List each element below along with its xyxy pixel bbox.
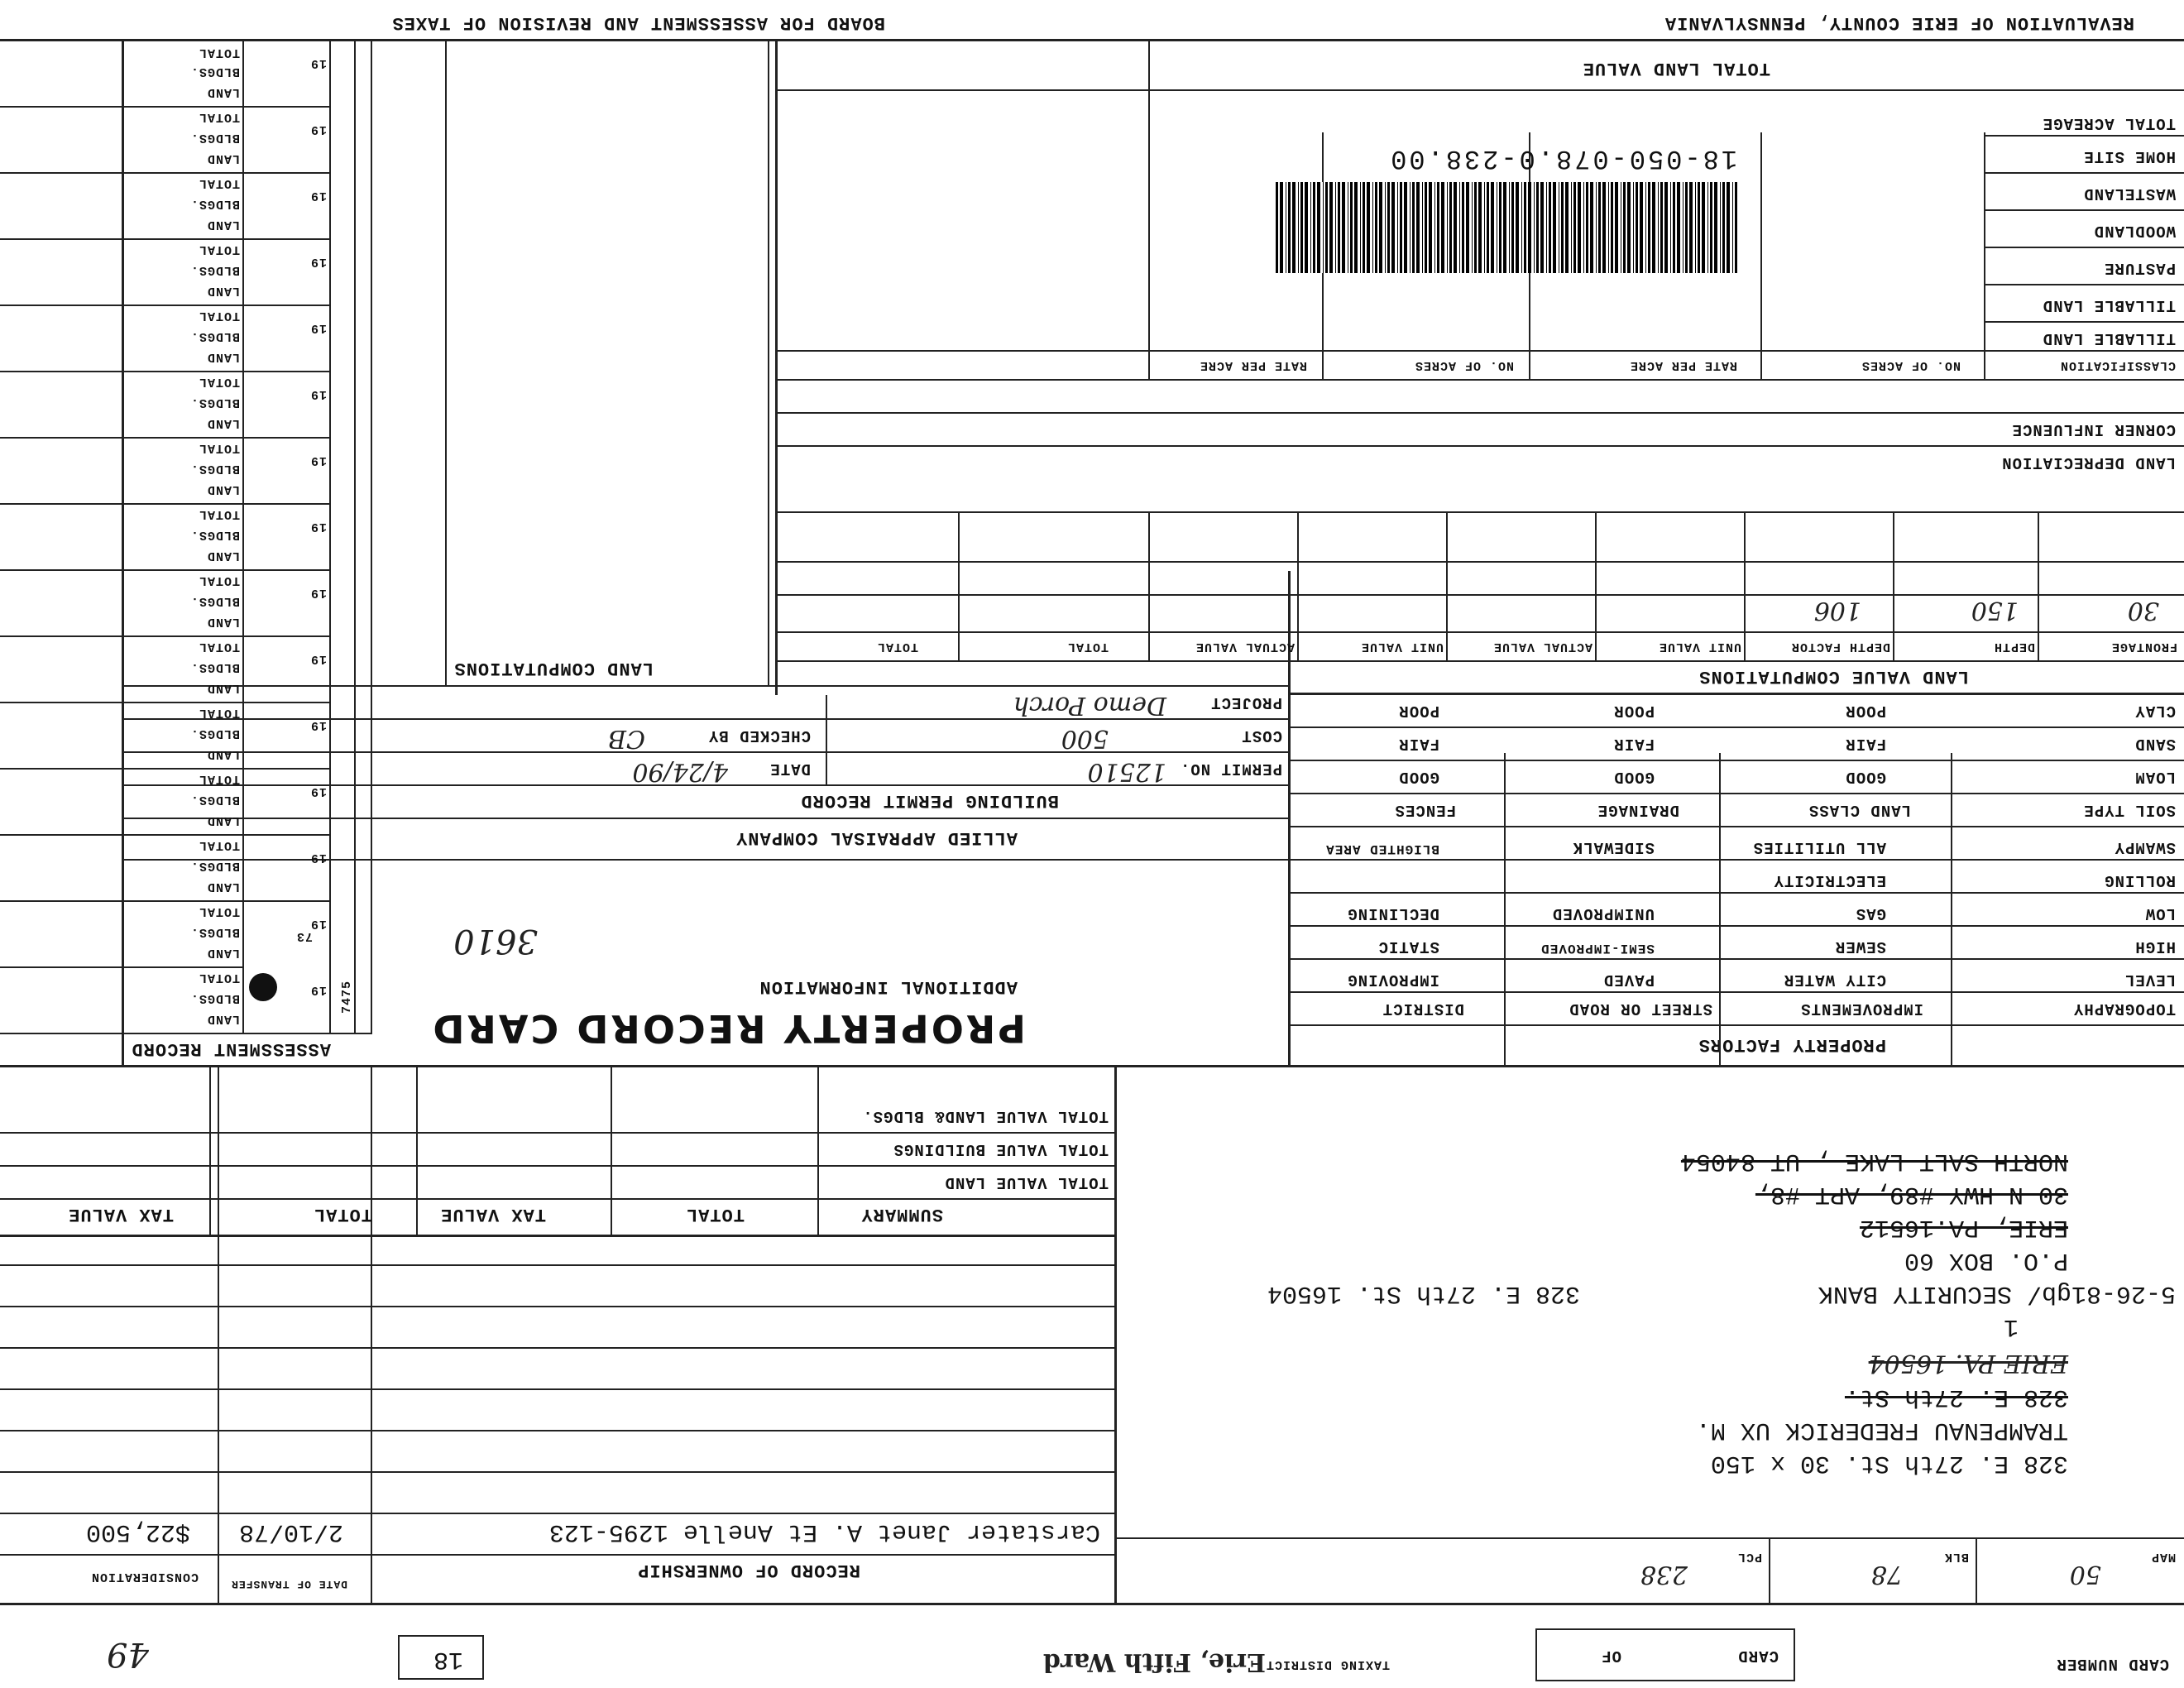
cost-value: 500: [1061, 724, 1109, 753]
rule: [0, 305, 331, 306]
additional-info-label: ADDITIONAL INFORMATION: [759, 976, 1018, 997]
owner-line: 328 E. 27th St.: [1844, 1383, 2068, 1411]
permit-date-label: DATE: [769, 760, 811, 778]
lv-header: ACTUAL VALUE: [1492, 640, 1592, 654]
rule: [0, 966, 244, 968]
rule: [1291, 793, 2184, 794]
transfer-date: 2/10/78: [238, 1518, 343, 1546]
factor-item: ALL UTILITIES: [1752, 838, 1886, 856]
rule: [1985, 284, 2184, 285]
divider: [1297, 513, 1299, 662]
assess-label: TOTAL: [198, 838, 240, 852]
rule: [1291, 892, 2184, 894]
rule: [0, 1306, 1117, 1307]
rule: [1985, 172, 2184, 174]
lv-row-label: CORNER INFLUENCE: [2011, 420, 2176, 439]
drainage-label: DRAINAGE: [1597, 801, 1679, 819]
rule: [0, 1603, 2184, 1605]
assess-label: BLDGS.: [189, 329, 240, 343]
owner-line: 328 E. 27th St. 30 x 150: [1710, 1449, 2068, 1477]
frontage-value: 30: [2127, 596, 2159, 625]
class-header: NO. OF ACRES: [1861, 358, 1961, 372]
owner-line: 5-26-81gb/ SECURITY BANK: [1818, 1279, 2176, 1307]
rule: [778, 631, 2184, 633]
summary-row: TOTAL VALUE LAND: [944, 1173, 1109, 1192]
divider: [209, 1067, 211, 1237]
company-label: ALLIED APPRAISAL COMPANY: [735, 827, 1018, 848]
rule: [1117, 1537, 2184, 1539]
rule: [1291, 991, 2184, 993]
factor-item: ROLLING: [2104, 871, 2176, 890]
rule: [778, 511, 2184, 513]
factor-item: LOW: [2144, 904, 2176, 923]
assess-label: LAND: [206, 615, 240, 629]
class-row: TOTAL ACREAGE: [2042, 114, 2176, 132]
assess-label: TOTAL: [198, 375, 240, 389]
assess-year: 19: [309, 851, 327, 865]
assess-label: BLDGS.: [189, 528, 240, 542]
assess-label: LAND: [206, 880, 240, 894]
permit-date-value: 4/24/90: [632, 757, 728, 786]
permit-title: BUILDING PERMIT RECORD: [800, 790, 1059, 811]
rule: [0, 1198, 1117, 1200]
rule: [0, 1264, 1117, 1266]
factor-item: POOR: [1398, 702, 1439, 720]
card-number-label: CARD NUMBER: [2056, 1655, 2169, 1673]
factor-item: ELECTRICITY: [1773, 871, 1886, 890]
assess-label: LAND: [206, 416, 240, 430]
assess-year: 19: [309, 122, 327, 137]
assess-label: LAND: [206, 813, 240, 827]
assess-label: BLDGS.: [189, 65, 240, 79]
factor-item: SWAMPY: [2114, 838, 2176, 856]
class-row: WOODLAND: [2093, 222, 2176, 240]
rule: [0, 635, 331, 637]
factor-item: POOR: [1845, 702, 1886, 720]
barcode-text: 18-050-078.0-238.00: [1388, 143, 1737, 174]
divider: [1951, 753, 1952, 1067]
lv-header: UNIT VALUE: [1658, 640, 1741, 654]
assess-year: 19: [309, 983, 327, 997]
assess-year: 19: [309, 189, 327, 203]
district-label: DISTRICT: [1382, 1000, 1464, 1018]
divider: [1984, 132, 1985, 381]
improvements-label: IMPROVEMENTS: [1800, 1000, 1923, 1018]
factor-item: POOR: [1613, 702, 1655, 720]
assess-label: LAND: [206, 350, 240, 364]
divider: [826, 695, 827, 786]
class-header: CLASSIFICATION: [2059, 358, 2176, 372]
summary-tax-label-2: TAX VALUE: [68, 1204, 174, 1225]
district-code: 18: [433, 1645, 463, 1673]
assess-year: 19: [309, 56, 327, 70]
rule: [1985, 247, 2184, 248]
divider: [242, 41, 244, 1034]
total-land-value-label: TOTAL LAND VALUE: [1582, 58, 1770, 79]
owner-line: TRAMPENAU FREDERICK UX M.: [1695, 1416, 2068, 1444]
rule: [0, 503, 331, 505]
rule: [1291, 859, 2184, 861]
rule: [0, 900, 331, 902]
factor-item: GOOD: [1398, 768, 1439, 786]
factor-item: UNIMPROVED: [1551, 904, 1655, 923]
assess-label: BLDGS.: [189, 991, 240, 1005]
assess-year: 19: [309, 387, 327, 401]
punch-hole: [249, 973, 277, 1001]
rule: [0, 1065, 2184, 1067]
owner-line: NORTH SALT LAKE , UT 84054: [1680, 1147, 2068, 1175]
rule: [778, 412, 2184, 414]
assess-year: 19: [309, 321, 327, 335]
assess-label: BLDGS.: [189, 197, 240, 211]
lv-header: ACTUAL VALUE: [1195, 640, 1295, 654]
rule: [124, 751, 1291, 753]
project-value: Demo Porch: [1013, 691, 1166, 720]
rule: [0, 1235, 1117, 1237]
divider: [817, 1067, 819, 1237]
depth-factor-value: 106: [1813, 596, 1861, 625]
assess-label: LAND: [206, 549, 240, 563]
summary-title: SUMMARY: [860, 1204, 943, 1225]
assess-label: TOTAL: [198, 110, 240, 124]
rule: [0, 768, 331, 770]
pcl-label: PCL: [1736, 1550, 1762, 1564]
assess-year: 19: [309, 586, 327, 600]
cost-label: COST: [1241, 727, 1282, 745]
rule: [1291, 826, 2184, 827]
assessment-first-value: 7475: [340, 980, 354, 1014]
rule: [0, 39, 2184, 41]
rule: [778, 561, 2184, 563]
street-label: STREET OR ROAD: [1569, 1000, 1712, 1018]
assess-label: LAND: [206, 218, 240, 232]
summary-total-label: TOTAL: [685, 1204, 745, 1225]
lv-header: UNIT VALUE: [1360, 640, 1444, 654]
fences-label: FENCES: [1394, 801, 1456, 819]
divider: [1595, 513, 1597, 662]
owner-line: 1: [2003, 1312, 2019, 1340]
owner-address-right: 328 E. 27th St. 16504: [1267, 1279, 1580, 1307]
rule: [0, 437, 331, 439]
rule: [0, 1430, 1117, 1431]
rule: [0, 834, 331, 836]
factor-item: SAND: [2134, 735, 2176, 753]
factor-item: STATIC: [1377, 938, 1439, 956]
factor-item: IMPROVING: [1347, 971, 1439, 989]
rule: [1985, 209, 2184, 211]
divider: [1148, 41, 1150, 381]
divider: [958, 513, 960, 662]
class-header: NO. OF ACRES: [1414, 358, 1514, 372]
assess-label: LAND: [206, 151, 240, 165]
factor-item: FAIR: [1845, 735, 1886, 753]
assess-label: TOTAL: [198, 242, 240, 257]
rule: [0, 569, 331, 571]
factor-item: SIDEWALK: [1572, 838, 1655, 856]
assess-year: 19: [309, 718, 327, 732]
assess-year: 19: [309, 917, 327, 931]
class-row: TILLABLE LAND: [2042, 329, 2176, 348]
rule: [0, 106, 331, 108]
assess-year: 19: [309, 255, 327, 269]
assess-label: BLDGS.: [189, 925, 240, 939]
blk-value: 78: [1870, 1560, 1903, 1589]
divider: [416, 1067, 418, 1237]
assess-label: LAND: [206, 482, 240, 496]
land-class-label: LAND CLASS: [1808, 801, 1911, 819]
factor-item: GOOD: [1845, 768, 1886, 786]
assess-label: TOTAL: [198, 971, 240, 985]
soil-label: SOIL TYPE: [2083, 801, 2176, 819]
assess-label: BLDGS.: [189, 660, 240, 674]
divider: [775, 41, 778, 695]
checked-by-value: CB: [608, 724, 645, 753]
checked-by-label: CHECKED BY: [707, 727, 811, 745]
rule: [0, 702, 331, 703]
rule: [1291, 760, 2184, 761]
divider: [1719, 753, 1721, 1067]
divider: [1114, 1067, 1117, 1605]
rule: [778, 379, 2184, 381]
summary-tax-label: TAX VALUE: [440, 1204, 546, 1225]
lv-header: DEPTH: [1993, 640, 2035, 654]
factor-item: FAIR: [1613, 735, 1655, 753]
class-row: PASTURE: [2104, 259, 2176, 277]
factor-item: FAIR: [1398, 735, 1439, 753]
owner-line: P.O. BOX 60: [1904, 1246, 2068, 1274]
rule: [1291, 727, 2184, 728]
district-name: Erie, Fifth Ward: [1042, 1647, 1266, 1676]
project-label: PROJECT: [1210, 693, 1282, 712]
factor-item: SEMI-IMPROVED: [1540, 941, 1655, 956]
factor-item: CLAY: [2134, 702, 2176, 720]
assess-label: BLDGS.: [189, 859, 240, 873]
assess-label: TOTAL: [198, 640, 240, 654]
factor-item: GAS: [1855, 904, 1886, 923]
blk-label: BLK: [1943, 1550, 1969, 1564]
divider: [1446, 513, 1448, 662]
rule: [0, 1165, 1117, 1167]
lv-header: TOTAL: [876, 640, 918, 654]
class-header: RATE PER ACRE: [1199, 358, 1307, 372]
assess-year: 19: [309, 652, 327, 666]
factor-item: DECLINING: [1347, 904, 1439, 923]
assess-label: BLDGS.: [189, 462, 240, 476]
handwritten-note: 3610: [453, 922, 538, 960]
rule: [778, 89, 2184, 91]
rule: [0, 1388, 1117, 1390]
divider: [1744, 513, 1746, 662]
assessment-title: ASSESSMENT RECORD: [131, 1038, 331, 1059]
permit-no-label: PERMIT NO.: [1179, 760, 1282, 778]
taxing-district-label: TAXING DISTRICT: [1265, 1657, 1390, 1671]
factor-item: LOAM: [2134, 768, 2176, 786]
board-title: BOARD FOR ASSESSMENT AND REVISION OF TAXES: [391, 12, 885, 33]
transfer-label: DATE OF TRANSFER: [231, 1578, 347, 1590]
barcode: [1274, 182, 1737, 273]
assess-label: LAND: [206, 681, 240, 695]
divider: [1504, 753, 1506, 1067]
rule: [124, 685, 1291, 687]
rule: [0, 1554, 1117, 1556]
assess-label: LAND: [206, 284, 240, 298]
class-header: RATE PER ACRE: [1629, 358, 1737, 372]
class-row: WASTELAND: [2083, 185, 2176, 203]
assess-label: BLDGS.: [189, 131, 240, 145]
rule: [1985, 135, 2184, 137]
assess-label: LAND: [206, 946, 240, 960]
assess-label: BLDGS.: [189, 594, 240, 608]
divider: [1769, 1539, 1770, 1605]
county-title: REVALUATION OF ERIE COUNTY, PENNSYLVANIA: [1664, 12, 2134, 33]
rule: [1291, 958, 2184, 960]
divider: [611, 1067, 612, 1237]
assess-label: TOTAL: [198, 176, 240, 190]
owner-line: ERIE PA. 16504: [1868, 1349, 2068, 1378]
divider: [1148, 513, 1150, 662]
depth-value: 150: [1971, 596, 2019, 625]
summary-row: TOTAL VALUE BUILDINGS: [893, 1140, 1109, 1158]
assess-label: TOTAL: [198, 46, 240, 60]
rule: [1291, 925, 2184, 927]
pcl-value: 238: [1640, 1560, 1688, 1589]
assess-label: TOTAL: [198, 441, 240, 455]
owner-line: ERIE, PA.16512: [1859, 1213, 2068, 1241]
divider: [122, 41, 124, 1067]
assess-label: LAND: [206, 85, 240, 99]
topography-label: TOPOGRAPHY: [2072, 1000, 2176, 1018]
rule: [0, 1132, 1117, 1134]
rule: [778, 594, 2184, 596]
card-label: CARD: [1737, 1647, 1779, 1665]
rule: [0, 238, 331, 240]
assess-label: BLDGS.: [189, 727, 240, 741]
ownership-title: RECORD OF OWNERSHIP: [637, 1560, 860, 1580]
rule: [0, 1347, 1117, 1349]
summary-row: TOTAL VALUE LAND& BLDGS.: [862, 1107, 1109, 1125]
permit-no-value: 12510: [1087, 757, 1166, 786]
divider: [371, 1067, 372, 1605]
assess-label: TOTAL: [198, 309, 240, 323]
rule: [0, 1033, 372, 1034]
factor-item: PAVED: [1602, 971, 1655, 989]
lv-header: TOTAL: [1066, 640, 1109, 654]
divider: [1760, 132, 1762, 381]
lv-header: FRONTAGE: [2110, 640, 2177, 654]
factor-item: GOOD: [1613, 768, 1655, 786]
consideration-label: CONSIDERATION: [90, 1570, 199, 1584]
map-value: 50: [2069, 1560, 2101, 1589]
assessment-first-year: 73: [295, 929, 313, 943]
divider: [1893, 513, 1894, 662]
divider: [2038, 513, 2039, 662]
assess-label: TOTAL: [198, 507, 240, 521]
divider: [768, 41, 769, 687]
divider: [218, 1067, 219, 1605]
rule: [1985, 321, 2184, 323]
summary-total-label-2: TOTAL: [313, 1204, 372, 1225]
rule: [1291, 693, 2184, 695]
corner-number: 49: [107, 1635, 149, 1673]
assess-label: BLDGS.: [189, 793, 240, 807]
land-value-title: LAND VALUE COMPUTATIONS: [1698, 666, 1969, 687]
class-row: TILLABLE LAND: [2042, 296, 2176, 314]
property-factors-title: PROPERTY FACTORS: [1698, 1034, 1886, 1055]
factor-item: BLIGHTED AREA: [1325, 842, 1439, 856]
assess-year: 19: [309, 520, 327, 534]
assess-label: BLDGS.: [189, 263, 240, 277]
lv-header: DEPTH FACTOR: [1790, 640, 1890, 654]
assess-label: BLDGS.: [189, 396, 240, 410]
owner-name: Carstater Janet A. Et Anelle 1295-123: [548, 1518, 1100, 1546]
assess-label: TOTAL: [198, 706, 240, 720]
map-label: MAP: [2150, 1550, 2176, 1564]
lv-row-label: LAND DEPRECIATION: [2001, 453, 2176, 472]
factor-item: LEVEL: [2124, 971, 2176, 989]
divider: [354, 41, 356, 1034]
rule: [124, 818, 1291, 819]
factor-item: CITY WATER: [1783, 971, 1886, 989]
of-label: OF: [1601, 1647, 1621, 1665]
rule: [0, 1513, 1117, 1514]
rule: [0, 1471, 1117, 1473]
divider: [445, 41, 447, 687]
rule: [1291, 1024, 2184, 1026]
land-computations-label: LAND COMPUTATIONS: [453, 658, 654, 679]
assess-label: LAND: [206, 747, 240, 761]
rule: [778, 660, 2184, 662]
factor-item: SEWER: [1834, 938, 1886, 956]
assess-year: 19: [309, 453, 327, 468]
title-banner: PROPERTY RECORD CARD: [430, 1006, 1026, 1051]
rule: [124, 859, 1291, 861]
assess-label: LAND: [206, 1012, 240, 1026]
rule: [778, 445, 2184, 447]
assess-label: TOTAL: [198, 772, 240, 786]
rule: [0, 172, 331, 174]
assess-label: TOTAL: [198, 573, 240, 587]
divider: [371, 41, 372, 1034]
owner-line: 30-N HWY #89, APT #8,: [1755, 1180, 2068, 1208]
divider: [329, 41, 331, 1034]
factor-item: HIGH: [2134, 938, 2176, 956]
assess-label: TOTAL: [198, 904, 240, 918]
rule: [0, 371, 331, 372]
consideration-amount: $22,500: [85, 1518, 190, 1546]
assess-year: 19: [309, 784, 327, 798]
rule: [778, 350, 2184, 352]
divider: [1976, 1539, 1977, 1605]
class-row: HOME SITE: [2083, 147, 2176, 165]
